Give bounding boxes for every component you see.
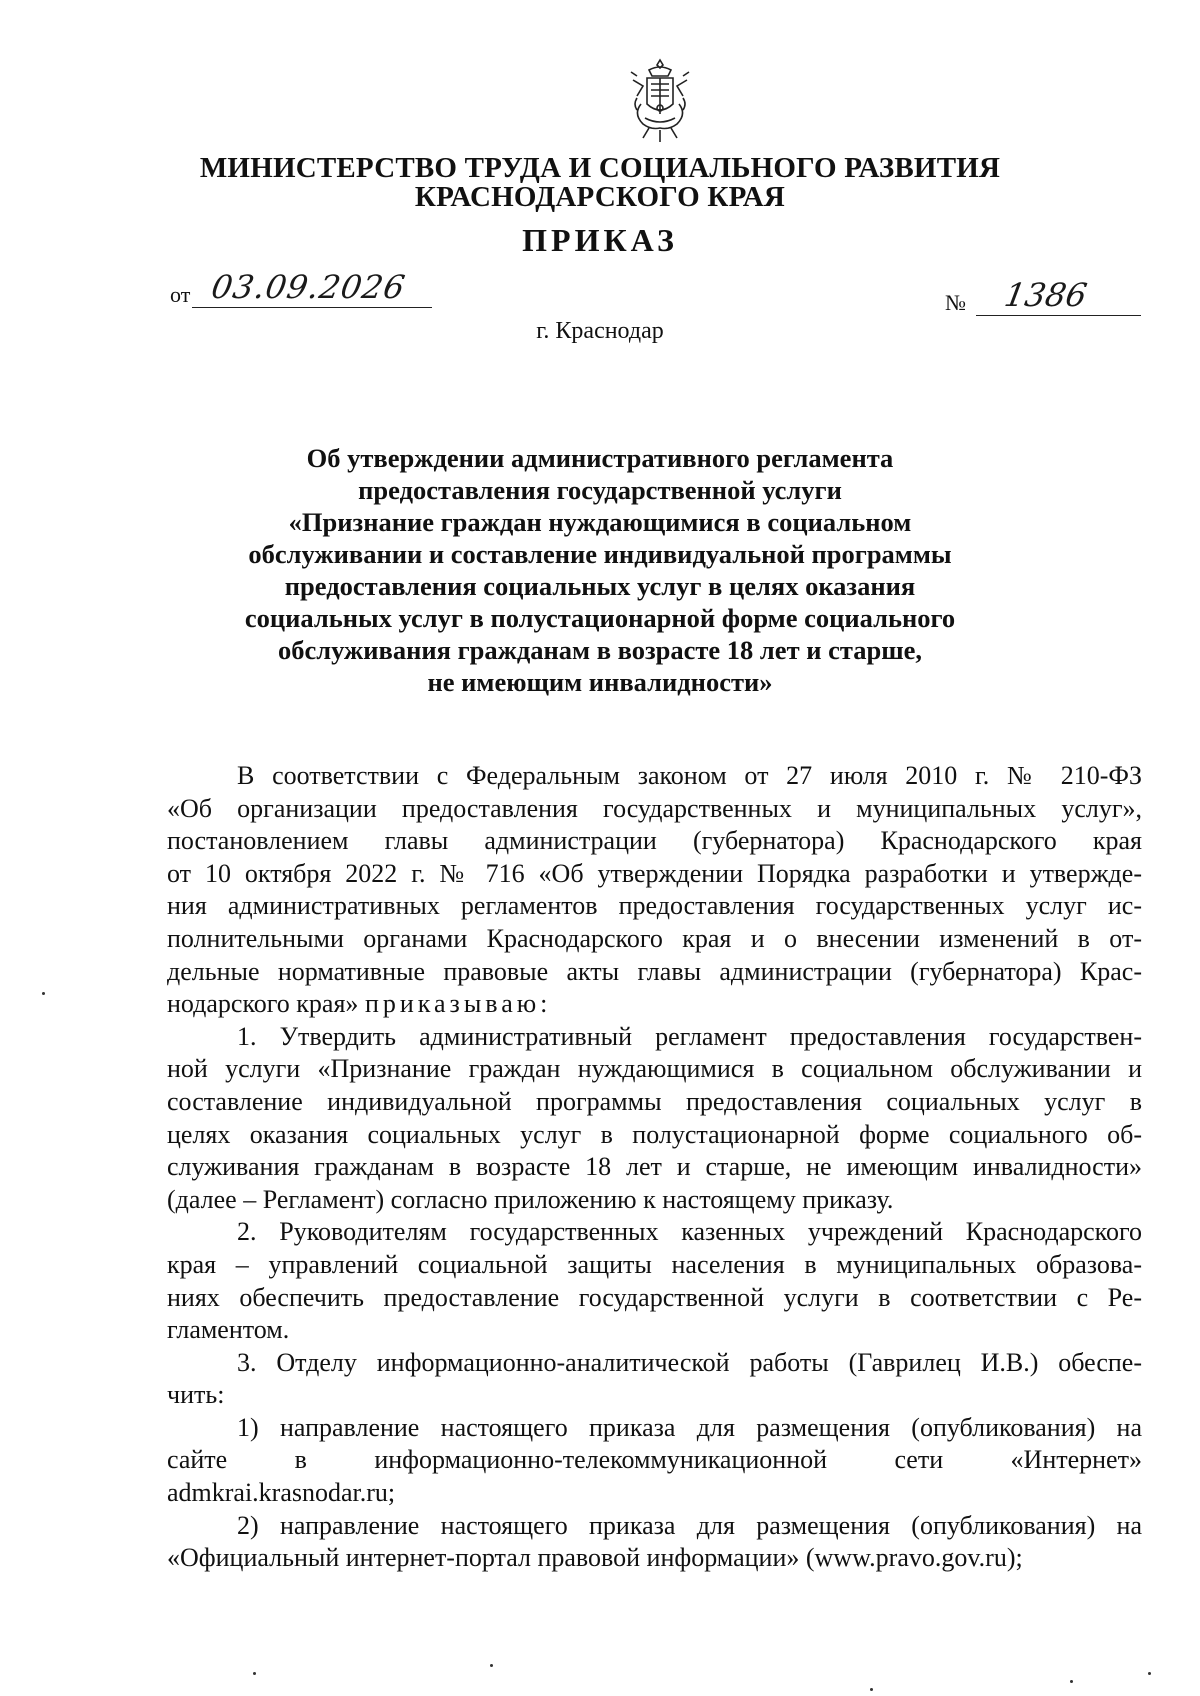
coat-of-arms-emblem <box>627 58 693 146</box>
body-line: служивания гражданам в возрасте 18 лет и старше, не имеющим инвалидности» <box>167 1152 1142 1182</box>
body-line: (далее – Регламент) согласно приложению к настоящему приказу. <box>167 1184 894 1214</box>
title-line: обслуживании и составление индивидуальной программы <box>248 539 952 569</box>
title-line: предоставления государственной услуги <box>358 475 842 505</box>
body-line: В соответствии с Федеральным законом от 27 июля 2010 г. № 210-ФЗ <box>237 761 1142 790</box>
scan-speck <box>490 1664 493 1667</box>
body-line: целях оказания социальных услуг в полустационарной форме социального об- <box>167 1119 1142 1149</box>
body-line: чить: <box>167 1380 225 1410</box>
handwritten-date: 03.09.2026 <box>208 268 409 306</box>
body-line: составление индивидуальной программы предоставления социальных услуг в <box>167 1086 1142 1116</box>
body-line: ния административных регламентов предоставления государственных услуг ис- <box>167 891 1142 921</box>
scan-speck <box>42 992 45 995</box>
title-line: «Признание граждан нуждающимися в социальном <box>288 507 912 537</box>
order-title <box>200 442 1000 698</box>
body-text: нодарского края» <box>167 989 359 1019</box>
body-word: информационно-телекоммуникационной <box>374 1445 828 1475</box>
body-line: ниях обеспечить предоставление государственной услуги в соответствии с Ре- <box>167 1282 1142 1312</box>
city-line: г. Краснодар <box>536 318 664 344</box>
title-line: Об утверждении административного регламента <box>306 443 894 473</box>
number-label: № <box>945 290 966 315</box>
body-line <box>167 1444 1142 1477</box>
body-word: сайте <box>167 1445 228 1475</box>
body-line: 3. Отделу информационно-аналитической работы (Гаврилец И.В.) обеспе- <box>237 1347 1142 1377</box>
title-line: предоставления социальных услуг в целях оказания <box>284 571 916 601</box>
body-line: дельные нормативные правовые акты главы администрации (губернатора) Крас- <box>167 956 1142 986</box>
date-label: от <box>170 282 191 307</box>
body-line: гламентом. <box>167 1315 290 1345</box>
order-body <box>167 760 1142 1575</box>
title-line: социальных услуг в полустационарной форме социального <box>244 603 956 633</box>
body-line: «Об организации предоставления государственных и муниципальных услуг», <box>167 793 1142 823</box>
body-word: «Интернет» <box>1010 1445 1142 1475</box>
body-line: от 10 октября 2022 г. № 716 «Об утверждении Порядка разработки и утвержде- <box>167 858 1142 888</box>
scan-speck <box>1148 1672 1151 1675</box>
number-underline <box>976 315 1141 316</box>
body-line: ной услуги «Признание граждан нуждающимися в социальном обслуживании и <box>167 1054 1142 1084</box>
title-line: обслуживания гражданам в возрасте 18 лет и старше, <box>278 635 922 665</box>
scan-speck <box>253 1672 256 1675</box>
body-line: края – управлений социальной защиты населения в муниципальных образова- <box>167 1249 1142 1279</box>
handwritten-number: 1386 <box>1001 276 1090 314</box>
body-word: сети <box>894 1445 944 1475</box>
decree-word: приказываю: <box>364 989 552 1019</box>
body-line: постановлением главы администрации (губернатора) Краснодарского края <box>167 826 1142 856</box>
title-line: не имеющим инвалидности» <box>427 667 773 697</box>
ministry-name-line2: КРАСНОДАРСКОГО КРАЯ <box>414 181 786 213</box>
body-line: 2) направление настоящего приказа для размещения (опубликования) на <box>237 1510 1142 1540</box>
date-underline <box>192 307 432 308</box>
body-word: в <box>294 1445 307 1475</box>
body-line: admkrai.krasnodar.ru; <box>167 1478 396 1508</box>
document-type-heading: ПРИКАЗ <box>522 222 678 258</box>
body-line: 2. Руководителям государственных казенных учреждений Краснодарского <box>237 1217 1142 1247</box>
body-line: 1) направление настоящего приказа для размещения (опубликования) на <box>237 1412 1142 1442</box>
scan-speck <box>870 1688 873 1691</box>
body-line: полнительными органами Краснодарского края и о внесении изменений в от- <box>167 923 1142 953</box>
body-line: «Официальный интернет-портал правовой информации» (www.pravo.gov.ru); <box>167 1543 1023 1573</box>
ministry-name-line1: МИНИСТЕРСТВО ТРУДА И СОЦИАЛЬНОГО РАЗВИТИЯ <box>199 152 1001 184</box>
scan-speck <box>1070 1680 1073 1683</box>
body-line <box>167 988 1142 1021</box>
body-line: 1. Утвердить административный регламент предоставления государствен- <box>237 1021 1142 1051</box>
